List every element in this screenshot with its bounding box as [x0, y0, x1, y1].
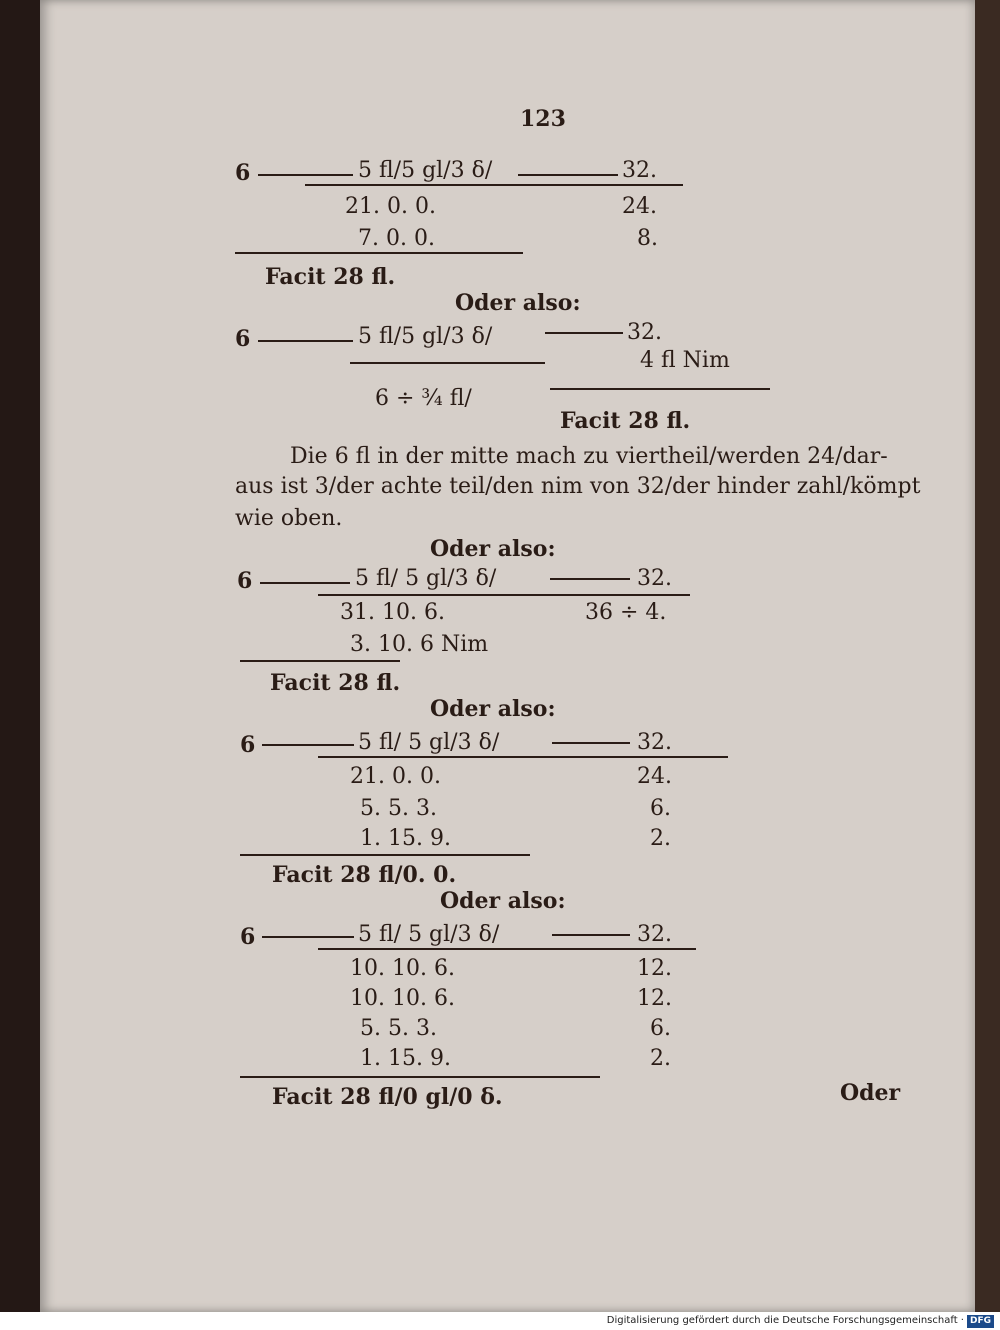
block4-result: Facit 28 fl/0. 0. — [272, 862, 457, 888]
block4-result-rule — [240, 854, 530, 856]
block2-middle: 5 fl/5 gl/3 δ/ — [358, 324, 493, 349]
block3-row1-right: 36 ÷ 4. — [585, 600, 667, 625]
block5-dash-right — [552, 934, 630, 936]
block2-underline — [350, 362, 545, 364]
block5-right: 32. — [637, 922, 672, 947]
block5-row4: 1. 15. 9. — [360, 1046, 451, 1071]
block4-row2-right: 6. — [650, 796, 671, 821]
block1-result: Facit 28 fl. — [265, 264, 396, 290]
block2-dash-right — [545, 332, 623, 334]
book-spine — [0, 0, 40, 1312]
block4-row1: 21. 0. 0. — [350, 764, 441, 789]
block2-note: 4 fl Nim — [640, 348, 730, 373]
block1-row1-right: 24. — [622, 194, 657, 219]
block5-row1: 10. 10. 6. — [350, 956, 455, 981]
block1-middle: 5 fl/5 gl/3 δ/ — [358, 158, 493, 183]
block3-dash-left — [260, 582, 350, 584]
block3-underline — [318, 594, 690, 596]
paragraph-line-2: aus ist 3/der achte teil/den nim von 32/der hinder zahl/kömpt — [235, 474, 921, 499]
block5-result: Facit 28 fl/0 gl/0 δ. — [272, 1084, 503, 1110]
block2-left: 6 — [235, 326, 251, 352]
block5-row1-right: 12. — [637, 956, 672, 981]
block1-right: 32. — [622, 158, 657, 183]
block1-row1: 21. 0. 0. — [345, 194, 436, 219]
block3-heading: Oder also: — [430, 536, 556, 562]
block3-result: Facit 28 fl. — [270, 670, 401, 696]
block3-result-rule — [240, 660, 400, 662]
block5-row2: 10. 10. 6. — [350, 986, 455, 1011]
block4-right: 32. — [637, 730, 672, 755]
block4-left: 6 — [240, 732, 256, 758]
page-edge — [975, 0, 1000, 1312]
block5-dash-left — [262, 936, 354, 938]
paragraph-line-1: Die 6 fl in der mitte mach zu viertheil/werden 24/dar- — [290, 444, 888, 469]
block3-row2: 3. 10. 6 Nim — [350, 632, 489, 657]
block2-fraction: 6 ÷ ¾ fl/ — [375, 386, 472, 411]
block1-row2: 7. 0. 0. — [358, 226, 435, 251]
block5-left: 6 — [240, 924, 256, 950]
block5-result-rule — [240, 1076, 600, 1078]
digitization-footer — [0, 1312, 1000, 1330]
block3-dash-right — [550, 578, 630, 580]
block4-underline — [318, 756, 728, 758]
block5-underline — [318, 948, 696, 950]
block4-heading: Oder also: — [430, 696, 556, 722]
block5-middle: 5 fl/ 5 gl/3 δ/ — [358, 922, 500, 947]
block1-underline — [305, 184, 683, 186]
block4-row1-right: 24. — [637, 764, 672, 789]
block4-dash-left — [262, 744, 354, 746]
footer-text: Digitalisierung gefördert durch die Deutsche Forschungsgemeinschaft · — [606, 1315, 964, 1326]
block3-middle: 5 fl/ 5 gl/3 δ/ — [355, 566, 497, 591]
block3-row1: 31. 10. 6. — [340, 600, 445, 625]
block4-row3: 1. 15. 9. — [360, 826, 451, 851]
block5-heading: Oder also: — [440, 888, 566, 914]
block1-row2-right: 8. — [637, 226, 658, 251]
block1-dash-right — [518, 174, 618, 176]
block5-row4-right: 2. — [650, 1046, 671, 1071]
block2-dash-left — [258, 340, 353, 342]
block2-right: 32. — [627, 320, 662, 345]
dfg-logo: DFG — [967, 1315, 994, 1328]
book-page — [40, 0, 975, 1312]
catchword: Oder — [840, 1080, 901, 1106]
block2-result-rule — [550, 388, 770, 390]
block4-dash-right — [552, 742, 630, 744]
paragraph-line-3: wie oben. — [235, 506, 343, 531]
block5-row3-right: 6. — [650, 1016, 671, 1041]
block1-result-rule — [235, 252, 523, 254]
block3-left: 6 — [237, 568, 253, 594]
block4-row2: 5. 5. 3. — [360, 796, 437, 821]
block5-row3: 5. 5. 3. — [360, 1016, 437, 1041]
page-number: 123 — [520, 106, 566, 132]
block5-row2-right: 12. — [637, 986, 672, 1011]
block1-left: 6 — [235, 160, 251, 186]
block4-row3-right: 2. — [650, 826, 671, 851]
block1-dash-left — [258, 174, 353, 176]
block4-middle: 5 fl/ 5 gl/3 δ/ — [358, 730, 500, 755]
block2-result: Facit 28 fl. — [560, 408, 691, 434]
block2-heading: Oder also: — [455, 290, 581, 316]
block3-right: 32. — [637, 566, 672, 591]
